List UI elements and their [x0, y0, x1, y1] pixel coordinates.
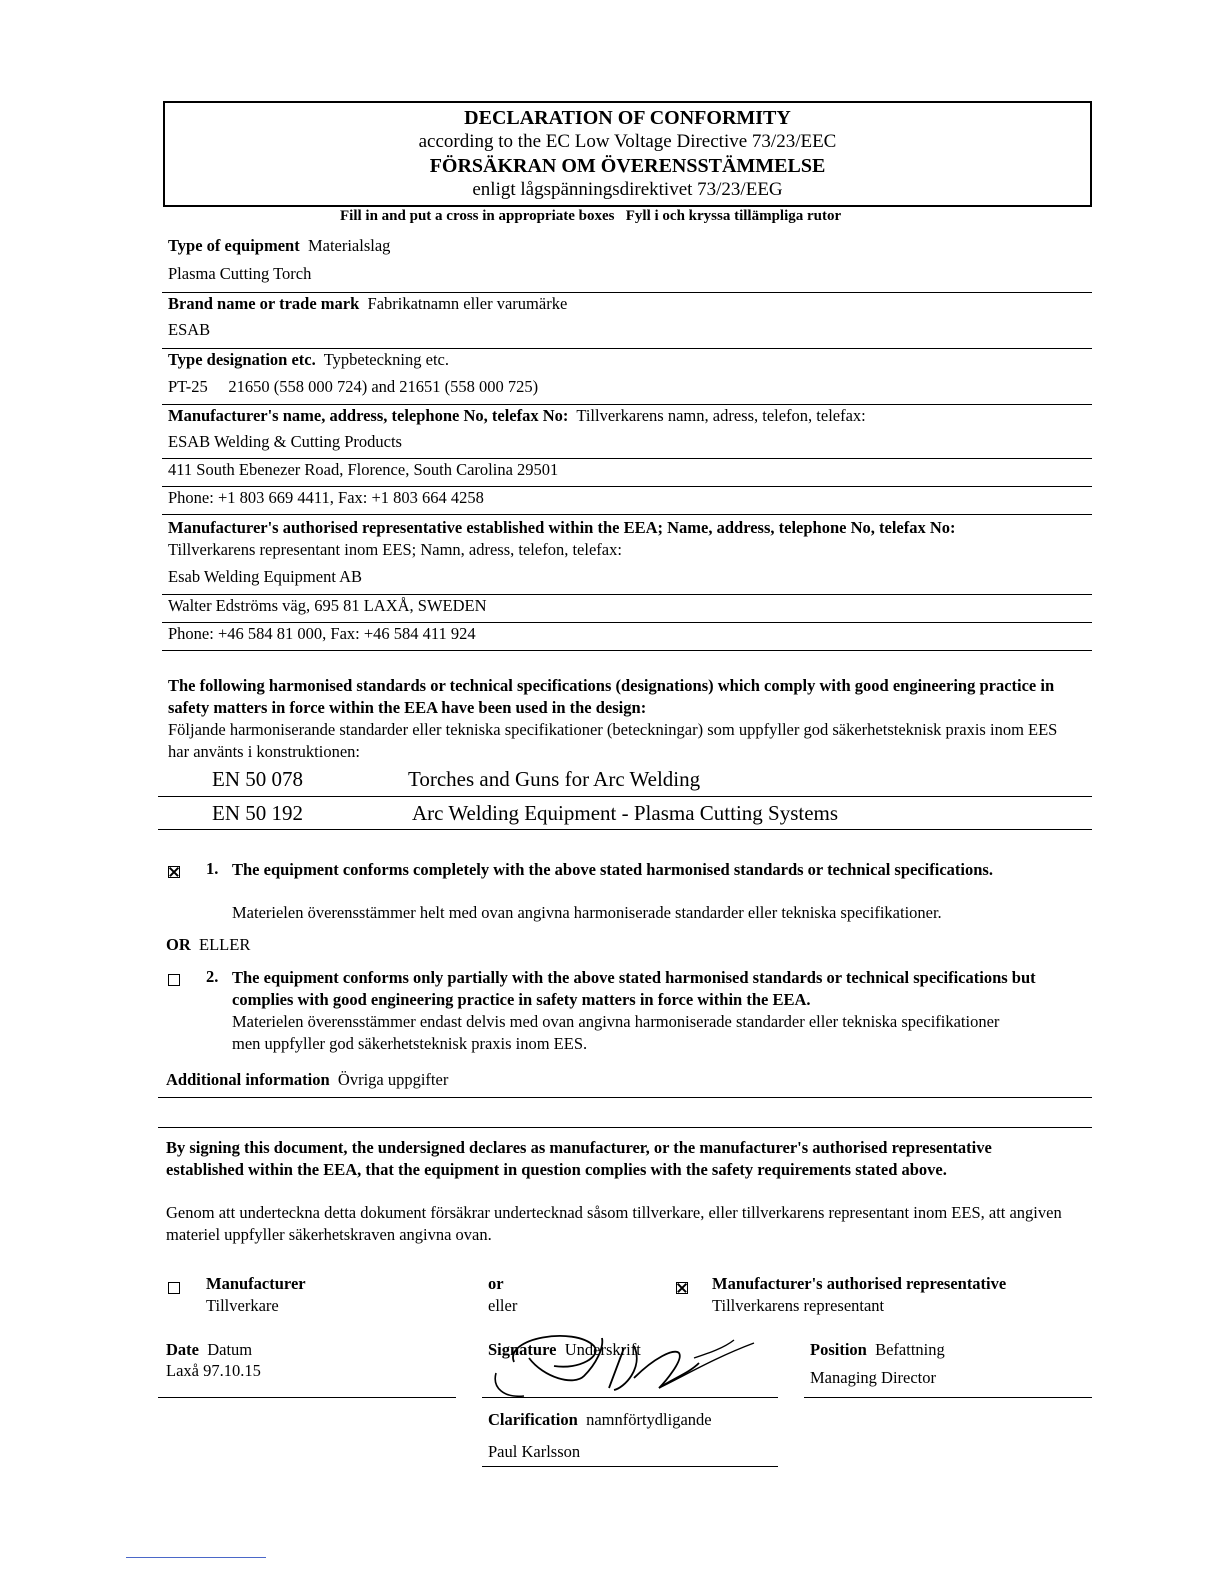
divider	[162, 292, 1092, 293]
document-subtitle: according to the EC Low Voltage Directive 73/23/EEC	[418, 131, 837, 152]
divider	[162, 404, 1092, 405]
manufacturer-label-sv: Tillverkarens namn, adress, telefon, telefax:	[576, 406, 866, 425]
instructions-sv: Fyll i och kryssa tillämpliga rutor	[625, 208, 842, 224]
clarification-label	[488, 1410, 712, 1430]
brand-label	[168, 294, 567, 314]
standard-code: EN 50 078	[212, 767, 303, 791]
type-label-sv: Materialslag	[307, 236, 391, 255]
or-label-sv: ELLER	[199, 935, 251, 954]
designation-value: PT-25 21650 (558 000 724) and 21651 (558 000 725)	[168, 377, 539, 396]
position-label-en: Position	[810, 1340, 867, 1359]
option-1-text: The equipment conforms completely with the above stated harmonised standards or technical specifications.	[232, 860, 993, 879]
signature-label-sv: Underskrift	[564, 1340, 641, 1359]
option-1-checkbox-checked[interactable]	[168, 866, 180, 878]
additional-label-en: Additional information	[166, 1070, 330, 1089]
additional-label-sv: Övriga uppgifter	[337, 1070, 449, 1089]
manufacturer-role-label: Manufacturer	[206, 1274, 306, 1293]
header-box	[163, 101, 1092, 207]
clarification-label-en: Clarification	[488, 1410, 578, 1429]
position-label-sv: Befattning	[875, 1340, 945, 1359]
designation-label-sv: Typbeteckning etc.	[323, 350, 449, 369]
manufacturer-phone: Phone: +1 803 669 4411, Fax: +1 803 664 4258	[168, 488, 484, 507]
divider	[158, 1097, 1092, 1098]
manufacturer-role-label-sv: Tillverkare	[206, 1296, 279, 1315]
standards-intro-sv: Följande harmoniserande standarder eller tekniska specifikationer (beteckningar) som uppfyller god säkerhetsteknisk praxis inom EES har använts i konstruktionen:	[168, 720, 1058, 761]
representative-phone: Phone: +46 584 81 000, Fax: +46 584 411 924	[168, 624, 476, 643]
or-label	[166, 935, 250, 955]
divider	[162, 622, 1092, 623]
type-of-equipment-value: Plasma Cutting Torch	[168, 264, 312, 283]
designation-label	[168, 350, 449, 370]
standard-title: Arc Welding Equipment - Plasma Cutting Systems	[412, 801, 839, 825]
brand-value: ESAB	[168, 320, 211, 339]
designation-label-en: Type designation etc.	[168, 350, 316, 369]
divider	[158, 1397, 456, 1398]
or-role-label: or	[488, 1274, 504, 1293]
type-of-equipment-label	[168, 236, 390, 256]
representative-label-sv: Tillverkarens representant inom EES; Namn, adress, telefon, telefax:	[168, 540, 622, 559]
representative-address: Walter Edströms väg, 695 81 LAXÅ, SWEDEN	[168, 596, 487, 615]
option-2-text: The equipment conforms only partially with the above stated harmonised standards or technical specifications but complies with good engineering practice in safety matters in force within the EEA.	[232, 968, 1036, 1009]
divider	[482, 1466, 778, 1467]
divider	[158, 796, 1092, 797]
brand-label-en: Brand name or trade mark	[168, 294, 360, 313]
declaration-text: By signing this document, the undersigned declares as manufacturer, or the manufacturer's authorised representative established within the EEA, that the equipment in question complies with the safety requirements stated above.	[166, 1138, 992, 1179]
position-label	[810, 1340, 945, 1360]
representative-name: Esab Welding Equipment AB	[168, 567, 363, 586]
date-label-sv: Datum	[207, 1340, 253, 1359]
manufacturer-label	[168, 406, 866, 426]
option-1-text-sv: Materielen överensstämmer helt med ovan angivna harmoniserade standarder eller tekniska specifikationer.	[232, 903, 942, 922]
representative-label: Manufacturer's authorised representative established within the EEA; Name, address, telephone No, telefax No:	[168, 518, 956, 537]
divider	[158, 1127, 1092, 1128]
manufacturer-address: 411 South Ebenezer Road, Florence, South Carolina 29501	[168, 460, 559, 479]
handwritten-signature	[484, 1318, 784, 1408]
document-title: DECLARATION OF CONFORMITY	[464, 107, 791, 129]
divider	[162, 514, 1092, 515]
representative-role-label: Manufacturer's authorised representative	[712, 1274, 1007, 1293]
divider	[162, 594, 1092, 595]
representative-checkbox-checked[interactable]	[676, 1282, 688, 1294]
divider	[158, 829, 1092, 830]
document-title-sv: FÖRSÄKRAN OM ÖVERENSSTÄMMELSE	[429, 155, 826, 177]
divider	[162, 650, 1092, 651]
option-2-checkbox[interactable]	[168, 974, 180, 986]
divider	[162, 458, 1092, 459]
brand-label-sv: Fabrikatnamn eller varumärke	[367, 294, 568, 313]
instructions-en: Fill in and put a cross in appropriate boxes	[340, 208, 615, 224]
date-label-en: Date	[166, 1340, 199, 1359]
representative-role-label-sv: Tillverkarens representant	[712, 1296, 885, 1315]
option-2-text-sv: Materielen överensstämmer endast delvis med ovan angivna harmoniserade standarder eller tekniska specifikationer men uppfyller god säkerhetsteknisk praxis inom EES.	[232, 1012, 1000, 1053]
option-2-number: 2.	[206, 967, 219, 986]
signature-label-en: Signature	[488, 1340, 557, 1359]
divider	[482, 1397, 778, 1398]
divider	[162, 348, 1092, 349]
footer-link-underline	[126, 1557, 266, 1558]
date-label	[166, 1340, 252, 1360]
clarification-label-sv: namnförtydligande	[586, 1410, 712, 1429]
or-label-en: OR	[166, 935, 191, 954]
declaration-text-sv: Genom att underteckna detta dokument försäkrar undertecknad såsom tillverkare, eller tillverkarens representant inom EES, att angiven materiel uppfyller säkerhetskraven angivna ovan.	[166, 1203, 1062, 1244]
manufacturer-name: ESAB Welding & Cutting Products	[168, 432, 402, 451]
date-value: Laxå 97.10.15	[166, 1361, 261, 1380]
manufacturer-checkbox[interactable]	[168, 1282, 180, 1294]
standards-intro: The following harmonised standards or technical specifications (designations) which comply with good engineering practice in safety matters in force within the EEA have been used in the design:	[168, 676, 1055, 717]
standard-code: EN 50 192	[212, 801, 303, 825]
document-subtitle-sv: enligt lågspänningsdirektivet 73/23/EEG	[472, 179, 783, 200]
instructions	[340, 208, 841, 225]
divider	[804, 1397, 1092, 1398]
position-value: Managing Director	[810, 1368, 936, 1387]
divider	[162, 486, 1092, 487]
manufacturer-label-en: Manufacturer's name, address, telephone No, telefax No:	[168, 406, 569, 425]
standard-title: Torches and Guns for Arc Welding	[408, 767, 701, 791]
type-label-en: Type of equipment	[168, 236, 300, 255]
option-1-number: 1.	[206, 859, 219, 878]
or-role-label-sv: eller	[488, 1296, 518, 1315]
additional-info-label	[166, 1070, 448, 1090]
clarification-value: Paul Karlsson	[488, 1442, 581, 1461]
